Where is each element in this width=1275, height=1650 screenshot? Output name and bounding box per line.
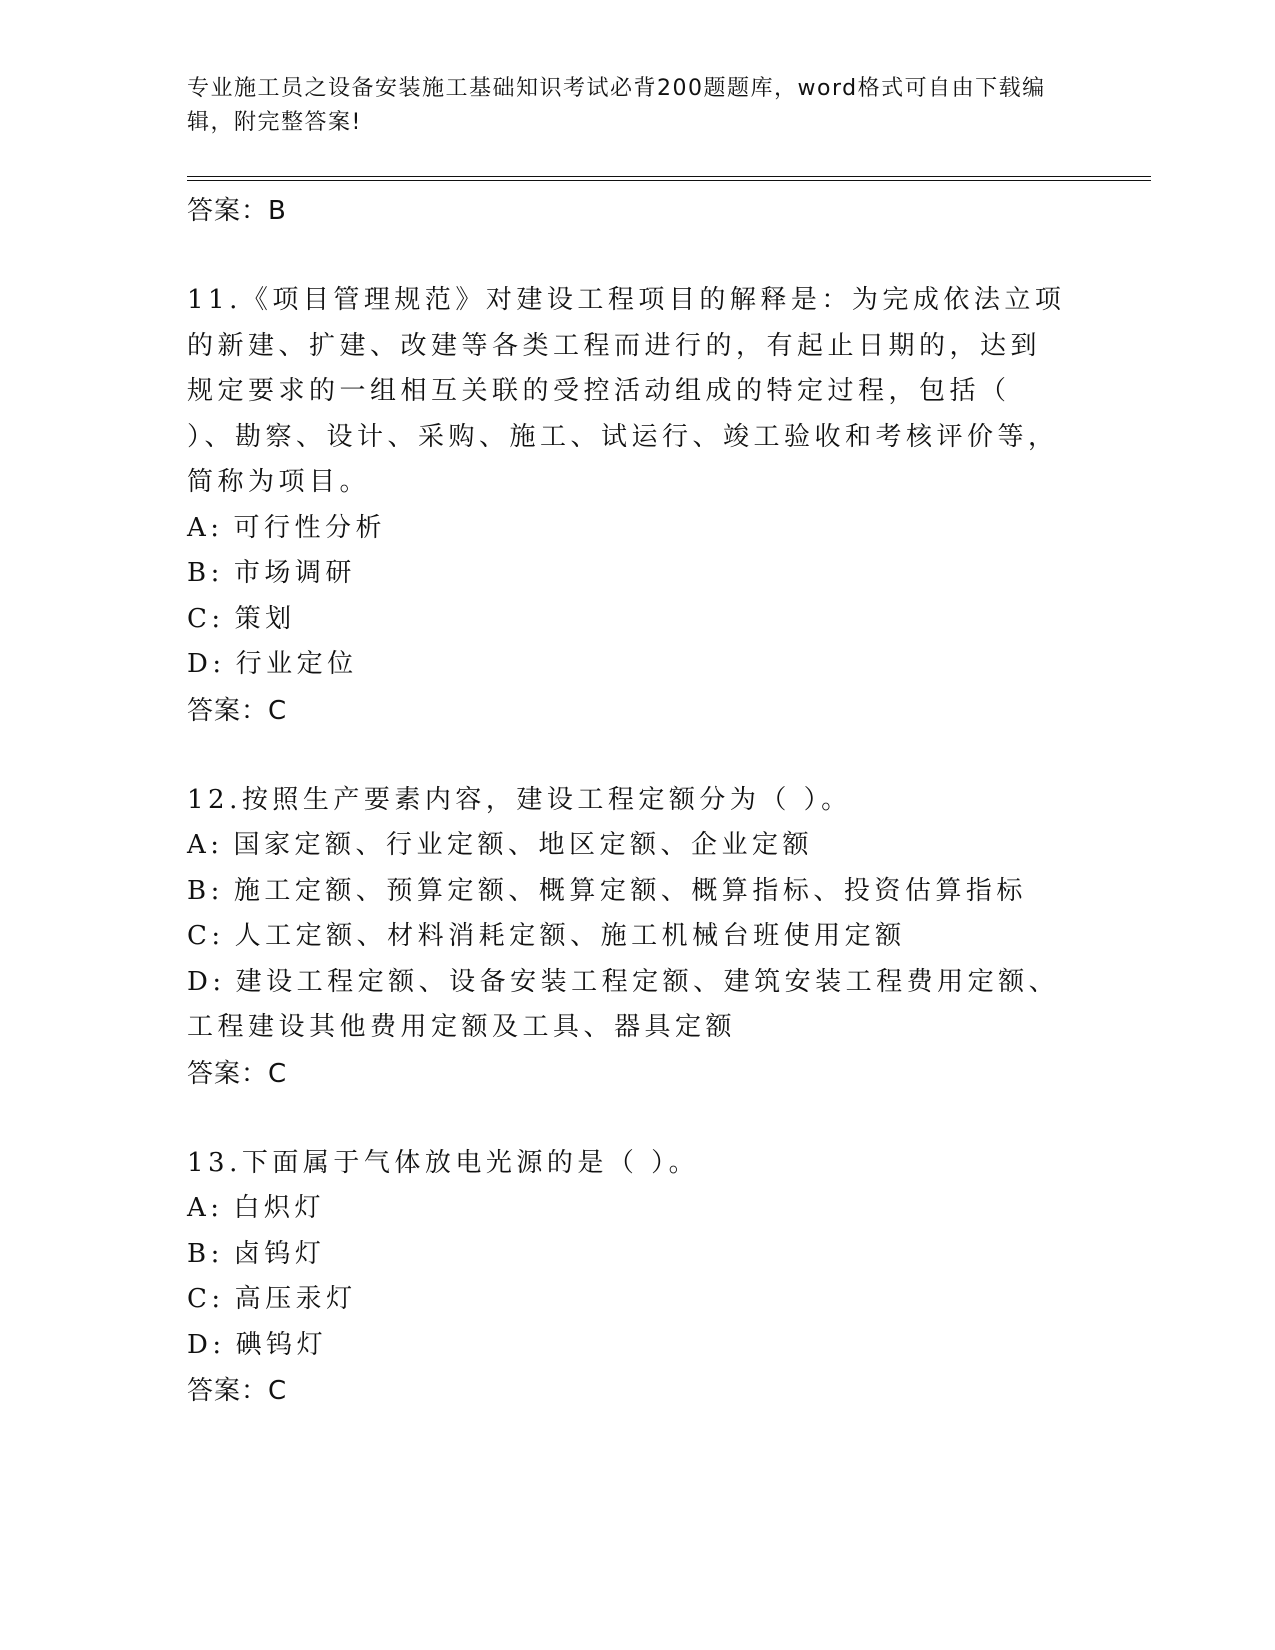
question-12 bbox=[187, 778, 1067, 1097]
question-11 bbox=[187, 278, 1067, 734]
question-list bbox=[187, 188, 1067, 1414]
option-b: B: 施工定额、预算定额、概算定额、概算指标、投资估算指标 bbox=[187, 875, 1027, 906]
answer-line: 答案：C bbox=[187, 1058, 288, 1089]
option-b: B: 市场调研 bbox=[187, 558, 356, 588]
option-d: D: 建设工程定额、设备安装工程定额、建筑安装工程费用定额、工程建设其他费用定额及工具、器具定额 bbox=[187, 966, 1060, 1042]
option-b: B: 卤钨灯 bbox=[187, 1238, 326, 1269]
option-a: A: 国家定额、行业定额、地区定额、企业定额 bbox=[187, 830, 814, 860]
question-text: 12.按照生产要素内容，建设工程定额分为（ ）。 bbox=[187, 784, 852, 815]
previous-answer: 答案：B bbox=[187, 196, 287, 226]
answer-line: 答案：C bbox=[187, 695, 288, 726]
question-13 bbox=[187, 1141, 1067, 1415]
question-text: 13.下面属于气体放电光源的是（ ）。 bbox=[187, 1147, 700, 1178]
header-rule-bottom bbox=[187, 180, 1151, 181]
option-d: D: 碘钨灯 bbox=[187, 1329, 328, 1360]
option-c: C: 高压汞灯 bbox=[187, 1284, 357, 1314]
document-header: 专业施工员之设备安装施工基础知识考试必背200题题库，word格式可自由下载编辑，附完整答案! bbox=[187, 76, 1046, 135]
answer-line: 答案：C bbox=[187, 1376, 288, 1406]
question-text: 11.《项目管理规范》对建设工程项目的解释是：为完成依法立项的新建、扩建、改建等各类工程而进行的，有起止日期的，达到规定要求的一组相互关联的受控活动组成的特定过程，包括（ ）、勘察、设计、采购、施工、试运行、竣工验收和考核评价等，简称为项目。 bbox=[187, 285, 1066, 497]
option-c: C: 人工定额、材料消耗定额、施工机械台班使用定额 bbox=[187, 921, 906, 951]
option-c: C: 策划 bbox=[187, 603, 296, 634]
header-rule-top bbox=[187, 176, 1151, 177]
option-a: A: 可行性分析 bbox=[187, 512, 387, 543]
option-d: D: 行业定位 bbox=[187, 649, 358, 679]
option-a: A: 白炽灯 bbox=[187, 1193, 326, 1223]
